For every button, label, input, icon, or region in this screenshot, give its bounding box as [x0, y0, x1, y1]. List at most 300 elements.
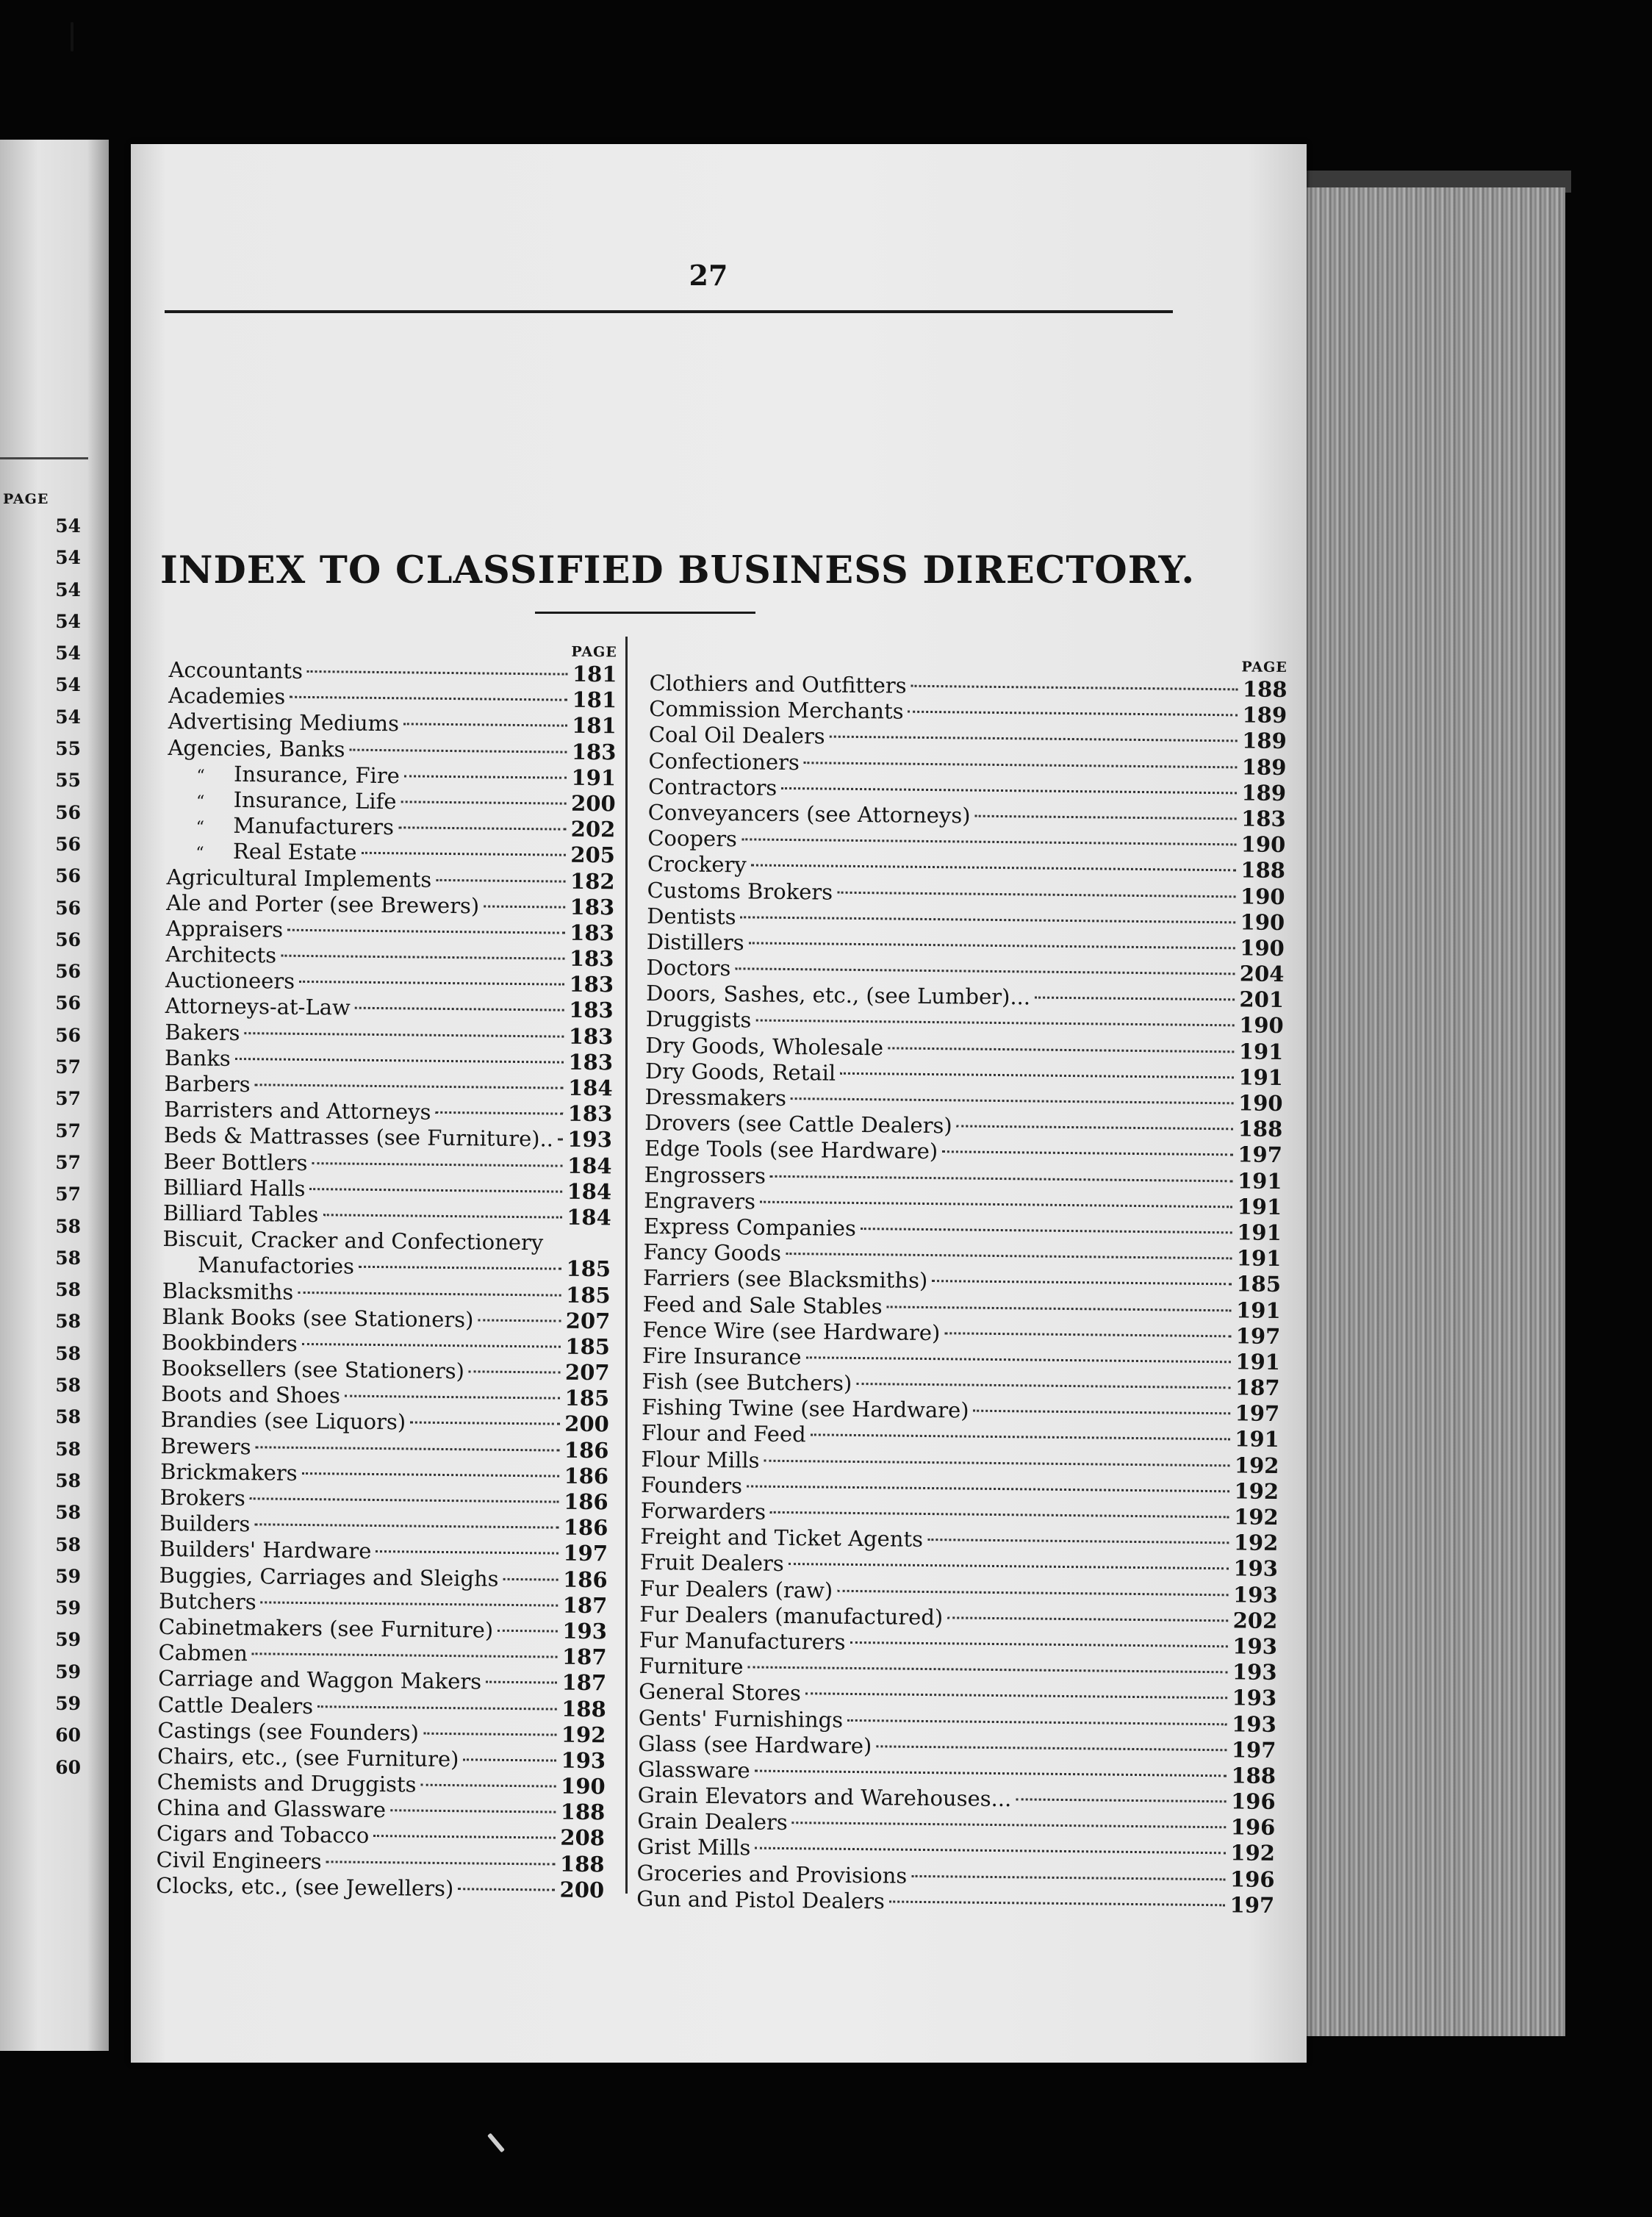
entry-label — [165, 1045, 231, 1072]
facing-page-number: 59 — [55, 1565, 81, 1587]
entry-label — [641, 1472, 742, 1500]
leader-dots — [302, 1472, 560, 1478]
entry-label — [162, 1304, 473, 1333]
facing-page-number: 58 — [55, 1279, 81, 1301]
entry-page: 181 — [572, 661, 617, 687]
leader-dots — [755, 1020, 1235, 1027]
entry-page: 183 — [570, 920, 615, 946]
index-entries-right — [636, 670, 1288, 1919]
leader-dots — [856, 1383, 1231, 1389]
entry-label — [642, 1343, 802, 1370]
entry-text: Cigars and Tobacco — [156, 1821, 370, 1849]
book-page-edges — [1307, 187, 1565, 2036]
entry-page: 189 — [1241, 780, 1287, 806]
entry-text: Chairs, etc., (see Furniture) — [157, 1743, 459, 1772]
leader-dots — [290, 696, 567, 701]
entry-text: Brandies (see Liquors) — [160, 1407, 406, 1435]
entry-label — [643, 1291, 883, 1319]
entry-page: 190 — [1240, 883, 1285, 909]
entry-label — [161, 1381, 340, 1409]
entry-page: 205 — [570, 842, 616, 868]
entry-label — [159, 1511, 250, 1537]
header-rule — [165, 310, 1173, 313]
leader-dots — [503, 1577, 559, 1580]
facing-page-number: 60 — [55, 1756, 81, 1778]
leader-dots — [373, 1835, 556, 1839]
leader-dots — [1035, 997, 1235, 1001]
leader-dots — [789, 1563, 1229, 1569]
entry-page: 190 — [1238, 1012, 1284, 1039]
entry-page: 197 — [1235, 1323, 1281, 1349]
entry-text: Druggists — [645, 1006, 752, 1033]
entry-label — [233, 813, 394, 840]
entry-text: Fire Insurance — [642, 1342, 802, 1370]
leader-dots — [390, 1809, 556, 1813]
entry-text: Beer Bottlers — [163, 1148, 308, 1175]
entry-label — [642, 1369, 852, 1397]
entry-page: 191 — [1235, 1349, 1281, 1375]
entry-label — [168, 735, 345, 763]
ditto-mark: “ — [195, 792, 205, 812]
entry-page: 189 — [1242, 728, 1287, 754]
entry-text: Dressmakers — [644, 1084, 787, 1111]
entry-text: Drovers (see Cattle Dealers) — [644, 1110, 952, 1139]
ditto-mark: “ — [196, 767, 205, 786]
entry-page: 188 — [1240, 857, 1286, 884]
entry-label — [161, 1355, 464, 1385]
entry-page: 191 — [1238, 1039, 1284, 1064]
entry-text: Cabmen — [158, 1640, 248, 1666]
entry-text: Civil Engineers — [156, 1847, 322, 1874]
entry-text: Distillers — [646, 928, 744, 956]
entry-label — [156, 1847, 321, 1875]
leader-dots — [770, 1511, 1229, 1519]
entry-text: Confectioners — [648, 748, 800, 775]
entry-text: Appraisers — [165, 915, 284, 942]
entry-text: Brewers — [160, 1433, 251, 1459]
entry-text: Booksellers (see Stationers) — [161, 1355, 465, 1384]
scan-speck — [71, 22, 73, 51]
leader-dots — [747, 1485, 1230, 1492]
entry-label — [636, 1860, 907, 1889]
entry-text: Cabinetmakers (see Furniture) — [158, 1613, 494, 1643]
entry-page: 191 — [571, 764, 617, 791]
entry-page: 184 — [567, 1075, 613, 1101]
entry-label — [168, 709, 400, 737]
leader-dots — [423, 1732, 557, 1736]
entry-page: 183 — [1240, 806, 1286, 832]
entry-text: Bakers — [165, 1019, 240, 1045]
entry-page: 204 — [1239, 961, 1285, 987]
entry-label — [165, 942, 276, 969]
entry-page: 193 — [1233, 1555, 1279, 1582]
leader-dots — [254, 1523, 559, 1528]
entry-text: Customs Brokers — [647, 877, 833, 905]
leader-dots — [250, 1497, 559, 1503]
entry-text: Manufacturers — [233, 813, 395, 840]
leader-dots — [404, 775, 567, 778]
entry-page: 183 — [568, 1049, 614, 1075]
entry-label — [648, 748, 800, 776]
entry-label — [639, 1627, 846, 1655]
entry-label — [165, 1020, 240, 1046]
entry-label — [159, 1614, 494, 1644]
entry-label — [162, 1330, 298, 1357]
entry-label — [649, 670, 906, 699]
entry-text: Feed and Sale Stables — [642, 1291, 883, 1319]
entry-text: Advertising Mediums — [168, 709, 400, 737]
leader-dots — [791, 1097, 1234, 1104]
leader-dots — [435, 1111, 563, 1115]
leader-dots — [749, 942, 1236, 949]
facing-page-number: 57 — [55, 1120, 81, 1142]
entry-page: 197 — [1238, 1142, 1283, 1168]
entry-label — [642, 1420, 806, 1448]
entry-page: 185 — [566, 1256, 611, 1282]
facing-page-number: 54 — [55, 706, 81, 728]
leader-dots — [558, 1139, 563, 1141]
facing-page-number: 57 — [55, 1088, 81, 1110]
entry-page: 184 — [567, 1204, 611, 1231]
page-number: 27 — [689, 259, 728, 292]
index-column-left — [156, 638, 617, 1903]
entry-text: Grain Elevators and Warehouses... — [637, 1782, 1012, 1812]
entry-text: Doors, Sashes, etc., (see Lumber)... — [645, 981, 1031, 1010]
column-header: PAGE — [571, 643, 617, 661]
leader-dots — [310, 1188, 563, 1193]
entry-page: 186 — [564, 1463, 609, 1489]
entry-page: 181 — [572, 687, 617, 713]
facing-page-number: 54 — [55, 515, 81, 537]
entry-label — [160, 1433, 251, 1460]
facing-page-number: 59 — [55, 1629, 81, 1651]
entry-text: Chemists and Druggists — [157, 1769, 417, 1797]
leader-dots — [398, 826, 567, 830]
entry-page: 187 — [561, 1644, 607, 1670]
column-divider — [625, 637, 628, 1894]
entry-label — [640, 1550, 784, 1577]
entry-text: Barristers and Attorneys — [164, 1097, 431, 1125]
leader-dots — [463, 1758, 556, 1761]
entry-label — [639, 1679, 801, 1707]
entry-label — [158, 1666, 481, 1695]
leader-dots — [420, 1784, 556, 1788]
entry-text: Fur Manufacturers — [639, 1627, 846, 1655]
entry-text: Buggies, Carriages and Sleighs — [159, 1562, 499, 1591]
entry-label — [638, 1757, 750, 1784]
entry-label — [649, 722, 825, 750]
entry-page: 181 — [572, 713, 617, 739]
facing-page-number: 55 — [55, 738, 81, 760]
leader-dots — [957, 1125, 1234, 1131]
entry-label — [168, 657, 303, 684]
facing-page-number: 58 — [55, 1215, 81, 1237]
entry-page: 193 — [1232, 1581, 1278, 1608]
leader-dots — [805, 1693, 1228, 1700]
index-entry — [165, 1020, 613, 1050]
leader-dots — [748, 1666, 1228, 1674]
leader-dots — [376, 1550, 559, 1555]
entry-label — [164, 1097, 431, 1125]
entry-label — [161, 1407, 406, 1436]
entry-text: Coopers — [647, 825, 738, 852]
leader-dots — [436, 878, 566, 882]
entry-page: 202 — [1232, 1608, 1278, 1633]
entry-label — [163, 1175, 306, 1202]
entry-text: Attorneys-at-Law — [165, 993, 351, 1021]
leader-dots — [911, 685, 1238, 691]
entry-page: 183 — [569, 971, 614, 998]
leader-dots — [781, 787, 1237, 794]
leader-dots — [252, 1652, 558, 1658]
leader-dots — [850, 1641, 1228, 1647]
entry-label — [639, 1602, 943, 1631]
facing-page-number: 58 — [55, 1342, 81, 1364]
entry-page: 200 — [564, 1411, 610, 1437]
entry-text: Commission Merchants — [649, 696, 904, 724]
entry-text: Fence Wire (see Hardware) — [642, 1317, 941, 1345]
entry-page: 183 — [567, 1100, 613, 1127]
entry-text: Cattle Dealers — [157, 1691, 314, 1719]
leader-dots — [861, 1228, 1232, 1233]
entry-label — [647, 877, 833, 905]
entry-page: 197 — [563, 1541, 608, 1566]
entry-text: Grist Mills — [636, 1834, 751, 1860]
facing-page-number: 56 — [55, 833, 81, 855]
entry-page: 185 — [565, 1282, 611, 1308]
entry-text: Glass (see Hardware) — [638, 1730, 872, 1758]
facing-page-number: 54 — [55, 579, 81, 601]
entry-label — [157, 1744, 459, 1772]
entry-text: Bookbinders — [161, 1329, 298, 1356]
entry-text: Fancy Goods — [643, 1239, 782, 1267]
entry-page: 201 — [1239, 986, 1285, 1013]
entry-page: 200 — [559, 1877, 605, 1903]
facing-page-number: 56 — [55, 897, 81, 919]
entry-page: 186 — [564, 1437, 609, 1463]
entry-page: 193 — [1232, 1685, 1277, 1711]
entry-label — [637, 1834, 751, 1861]
ditto-mark: “ — [195, 844, 204, 863]
entry-page: 187 — [562, 1592, 608, 1619]
entry-page: 186 — [563, 1514, 608, 1541]
entry-label — [166, 916, 284, 943]
entry-text: Banks — [164, 1045, 231, 1071]
entry-page: 190 — [1240, 909, 1285, 935]
facing-page-number: 54 — [55, 642, 81, 665]
leader-dots — [355, 1007, 564, 1011]
entry-label — [636, 1886, 885, 1915]
entry-label — [642, 1394, 969, 1424]
entry-page: 190 — [1240, 935, 1285, 961]
entry-page: 190 — [1240, 831, 1286, 858]
entry-label — [639, 1575, 833, 1603]
entry-text: Dentists — [647, 903, 736, 929]
entry-page: 192 — [1233, 1530, 1279, 1556]
entry-page: 191 — [1235, 1297, 1281, 1323]
entry-text: Boots and Shoes — [161, 1381, 341, 1408]
facing-page-number: 58 — [55, 1533, 81, 1555]
leader-dots — [911, 1874, 1226, 1880]
entry-label — [647, 903, 736, 930]
leader-dots — [792, 1822, 1227, 1828]
entry-text: Beds & Mattrasses (see Furniture).. — [163, 1122, 554, 1152]
facing-page-number: 55 — [55, 770, 81, 792]
entry-page: 183 — [568, 1023, 614, 1049]
leader-dots — [323, 1214, 562, 1218]
entry-page: 207 — [564, 1359, 610, 1386]
entry-page: 200 — [570, 790, 616, 817]
leader-dots — [927, 1539, 1229, 1544]
entry-page: 188 — [561, 1696, 606, 1722]
entry-text: Real Estate — [232, 839, 357, 866]
entry-page: 188 — [560, 1799, 606, 1825]
entry-text: Dry Goods, Wholesale — [645, 1032, 884, 1060]
entry-label — [641, 1498, 766, 1525]
entry-page: 187 — [561, 1669, 607, 1696]
entry-text: Engravers — [644, 1187, 756, 1214]
entry-page: 184 — [567, 1153, 612, 1178]
entry-page: 197 — [1231, 1737, 1276, 1763]
entry-page: 188 — [1242, 676, 1288, 703]
entry-text: Groceries and Provisions — [636, 1860, 908, 1888]
entry-label — [162, 1278, 294, 1305]
entry-text: Agricultural Implements — [166, 864, 432, 892]
facing-page-number: 56 — [55, 801, 81, 823]
entry-text: Castings (see Founders) — [157, 1717, 420, 1746]
entry-text: Flour Mills — [641, 1446, 760, 1473]
entry-label — [646, 981, 1030, 1011]
entry-label — [165, 967, 295, 995]
entry-label — [164, 1071, 250, 1097]
entry-page: 192 — [1234, 1478, 1279, 1504]
entry-page: 193 — [1232, 1633, 1278, 1659]
entry-page: 182 — [570, 868, 615, 894]
facing-page-number: 58 — [55, 1375, 81, 1397]
entry-label — [156, 1873, 453, 1902]
entry-text: Flour and Feed — [641, 1420, 806, 1447]
entry-page: 202 — [570, 816, 616, 842]
facing-page-number: 58 — [55, 1438, 81, 1460]
entry-page: 193 — [567, 1127, 613, 1153]
entry-text: Auctioneers — [165, 967, 295, 995]
leader-dots — [741, 838, 1237, 845]
facing-page-number: 56 — [55, 1024, 81, 1046]
facing-page-number: 57 — [55, 1183, 81, 1206]
entry-label — [168, 683, 285, 710]
entry-text: Insurance, Life — [233, 787, 397, 814]
entry-label — [157, 1795, 386, 1823]
entry-page: 193 — [561, 1747, 606, 1774]
entry-text: Manufactories — [197, 1252, 355, 1279]
entry-page: 191 — [1235, 1426, 1279, 1453]
entry-label — [157, 1821, 370, 1849]
entry-page: 192 — [1234, 1453, 1279, 1478]
entry-label — [647, 929, 744, 956]
entry-label — [644, 1110, 952, 1139]
leader-dots — [770, 1175, 1233, 1182]
entry-label — [644, 1162, 766, 1189]
entry-text: Fruit Dealers — [639, 1550, 784, 1577]
entry-text: Fur Dealers (manufactured) — [639, 1601, 944, 1630]
entry-page: 188 — [559, 1851, 605, 1877]
entry-label — [639, 1653, 743, 1680]
entry-page: 186 — [564, 1489, 608, 1515]
entry-text: Builders — [159, 1511, 251, 1537]
entry-label — [234, 762, 400, 789]
entry-label — [648, 800, 971, 829]
facing-page-number: 58 — [55, 1469, 81, 1491]
page-title: INDEX TO CLASSIFIED BUSINESS DIRECTORY. — [160, 548, 1196, 592]
book-page — [131, 144, 1307, 2063]
entry-text: Agencies, Banks — [168, 734, 345, 762]
entry-text: Glassware — [637, 1756, 750, 1783]
leader-dots — [307, 670, 568, 676]
leader-dots — [908, 711, 1238, 717]
entry-label — [159, 1536, 372, 1564]
leader-dots — [764, 1459, 1229, 1466]
facing-page-column-header: PAGE — [3, 491, 49, 507]
leader-dots — [256, 1446, 560, 1451]
entry-text: Clocks, etc., (see Jewellers) — [156, 1872, 454, 1901]
entry-text: Gun and Pistol Dealers — [636, 1885, 886, 1914]
entry-text: Blank Books (see Stationers) — [162, 1303, 474, 1333]
entry-text: Brickmakers — [159, 1458, 298, 1486]
entry-page: 207 — [565, 1308, 611, 1334]
facing-page-numbers — [22, 510, 81, 1783]
leader-dots — [261, 1601, 559, 1606]
leader-dots — [811, 1434, 1231, 1441]
leader-dots — [806, 1356, 1232, 1363]
leader-dots — [751, 864, 1237, 872]
leader-dots — [837, 891, 1236, 898]
entry-label — [646, 1006, 752, 1034]
entry-text: Ale and Porter (see Brewers) — [166, 889, 480, 919]
scan-speck — [487, 2133, 505, 2153]
leader-dots — [755, 1769, 1227, 1777]
leader-dots — [403, 723, 567, 727]
entry-label — [647, 825, 737, 852]
entry-text: Furniture — [639, 1653, 744, 1680]
facing-page-number: 58 — [55, 1502, 81, 1524]
entry-page: 183 — [569, 998, 614, 1023]
facing-page-number: 60 — [55, 1724, 81, 1747]
entry-text: Butchers — [159, 1588, 256, 1615]
column-header: PAGE — [1241, 659, 1288, 676]
entry-page: 190 — [1238, 1090, 1283, 1117]
entry-text: Fish (see Butchers) — [642, 1369, 852, 1396]
leader-dots — [298, 1291, 561, 1296]
facing-page-number: 59 — [55, 1692, 81, 1714]
facing-page-number: 56 — [55, 928, 81, 950]
entry-page: 196 — [1230, 1814, 1276, 1841]
entry-text: Contractors — [647, 773, 777, 801]
entry-text: Billiard Halls — [163, 1174, 306, 1201]
facing-page-number: 57 — [55, 1056, 81, 1078]
entry-page: 185 — [564, 1385, 610, 1411]
entry-page: 208 — [560, 1825, 606, 1851]
facing-page-number: 58 — [55, 1311, 81, 1333]
entry-label — [162, 1226, 543, 1256]
entry-text: Billiard Tables — [162, 1200, 319, 1228]
entry-label — [644, 1136, 938, 1164]
entry-page: 193 — [562, 1618, 608, 1644]
leader-dots — [947, 1616, 1229, 1622]
entry-page: 183 — [571, 739, 617, 764]
entry-page: 193 — [1232, 1659, 1277, 1686]
leader-dots — [359, 1266, 562, 1270]
leader-dots — [760, 1200, 1233, 1208]
